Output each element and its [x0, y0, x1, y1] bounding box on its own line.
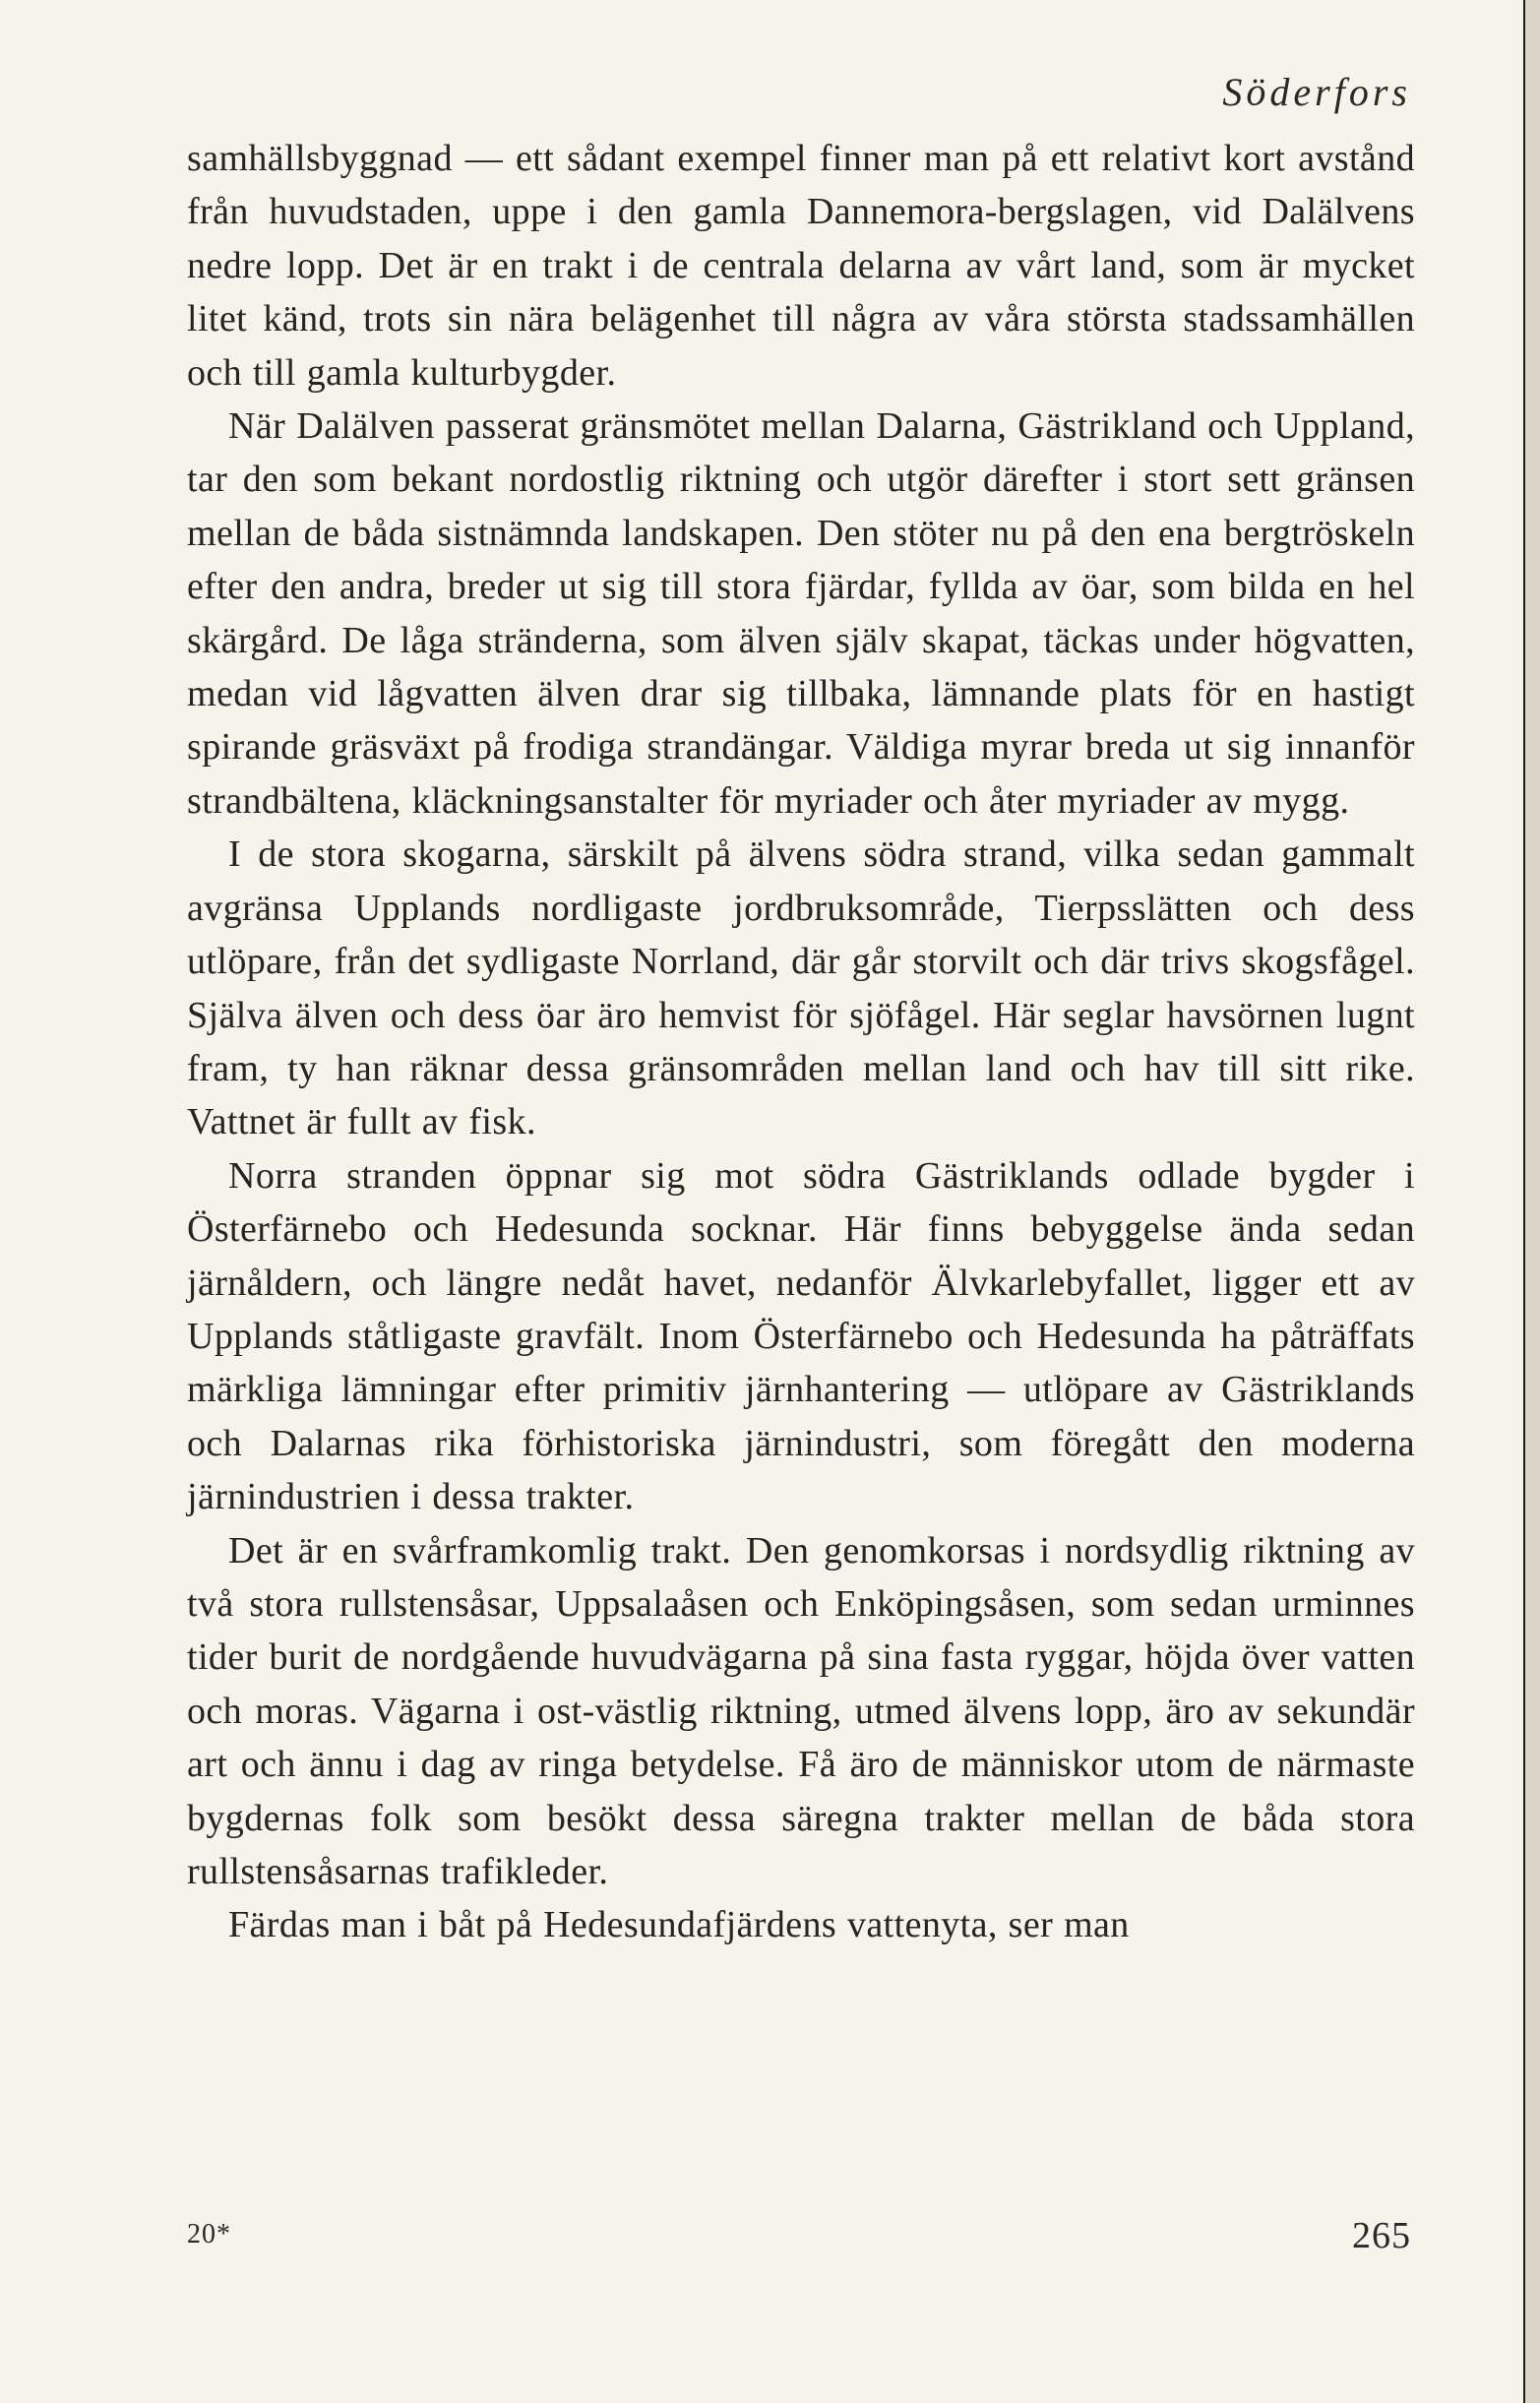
body-text: [187, 132, 1415, 1952]
running-head: Söderfors: [1222, 70, 1411, 114]
paragraph-1: samhällsbyggnad — ett sådant exempel finner man på ett relativt kort avstånd från huvudstaden, uppe i den gamla Dannemora-bergslagen, vid Dalälvens nedre lopp. Det är en trakt i de centrala delarna av vårt land, som är mycket litet känd, trots sin nära belägenhet till några av våra största stadssamhällen och till gamla kulturbygder.: [187, 138, 1415, 394]
paragraph-4: Norra stranden öppnar sig mot södra Gästriklands odlade bygder i Österfärnebo och Hedesunda socknar. Här finns bebyggelse ända sedan järnåldern, och längre nedåt havet, nedanför Älvkarlebyfallet, ligger ett av Upplands ståtligaste gravfält. Inom Österfärnebo och Hedesunda ha påträffats märkliga lämningar efter primitiv järnhantering — utlöpare av Gästriklands och Dalarnas rika förhistoriska järnindustri, som föregått den moderna järnindustrien i dessa trakter.: [187, 1154, 1415, 1518]
paragraph-5: Det är en svårframkomlig trakt. Den genomkorsas i nordsydlig riktning av två stora rullstensåsar, Uppsalaåsen och Enköpingsåsen, som sedan urminnes tider burit de nordgående huvudvägarna på sina fasta ryggar, höjda över vatten och moras. Vägarna i ost-västlig riktning, utmed älvens lopp, äro av sekundär art och ännu i dag av ringa betydelse. Få äro de människor utom de närmaste bygdernas folk som besökt dessa säregna trakter mellan de båda stora rullstensåsarnas trafikleder.: [187, 1529, 1415, 1892]
page-number: 265: [1352, 2215, 1411, 2256]
paragraph-6: Färdas man i båt på Hedesundafjärdens vattenyta, ser man: [228, 1904, 1130, 1946]
signature-mark: 20*: [187, 2219, 231, 2249]
paragraph-2: När Dalälven passerat gränsmötet mellan Dalarna, Gästrikland och Uppland, tar den som bekant nordostlig riktning och utgör därefter i stort sett gränsen mellan de båda sistnämnda landskapen. Den stöter nu på den ena bergtröskeln efter den andra, breder ut sig till stora fjärdar, fyllda av öar, som bilda en hel skärgård. De låga stränderna, som älven själv skapat, täckas under högvatten, medan vid lågvatten älven drar sig tillbaka, lämnande plats för en hastigt spirande gräsväxt på frodiga strandängar. Väldiga myrar breda ut sig innanför strandbältena, kläckningsanstalter för myriader och åter myriader av mygg.: [187, 405, 1415, 822]
paragraph-3: I de stora skogarna, särskilt på älvens södra strand, vilka sedan gammalt avgränsa Upplands nordligaste jordbruksområde, Tierpsslätten och dess utlöpare, från det sydligaste Norrland, där går storvilt och där trivs skogsfågel. Själva älven och dess öar äro hemvist för sjöfågel. Här seglar havsörnen lugnt fram, ty han räknar dessa gränsområden mellan land och hav till sitt rike. Vattnet är fullt av fisk.: [187, 833, 1415, 1143]
page-edge: [1525, 0, 1540, 2403]
